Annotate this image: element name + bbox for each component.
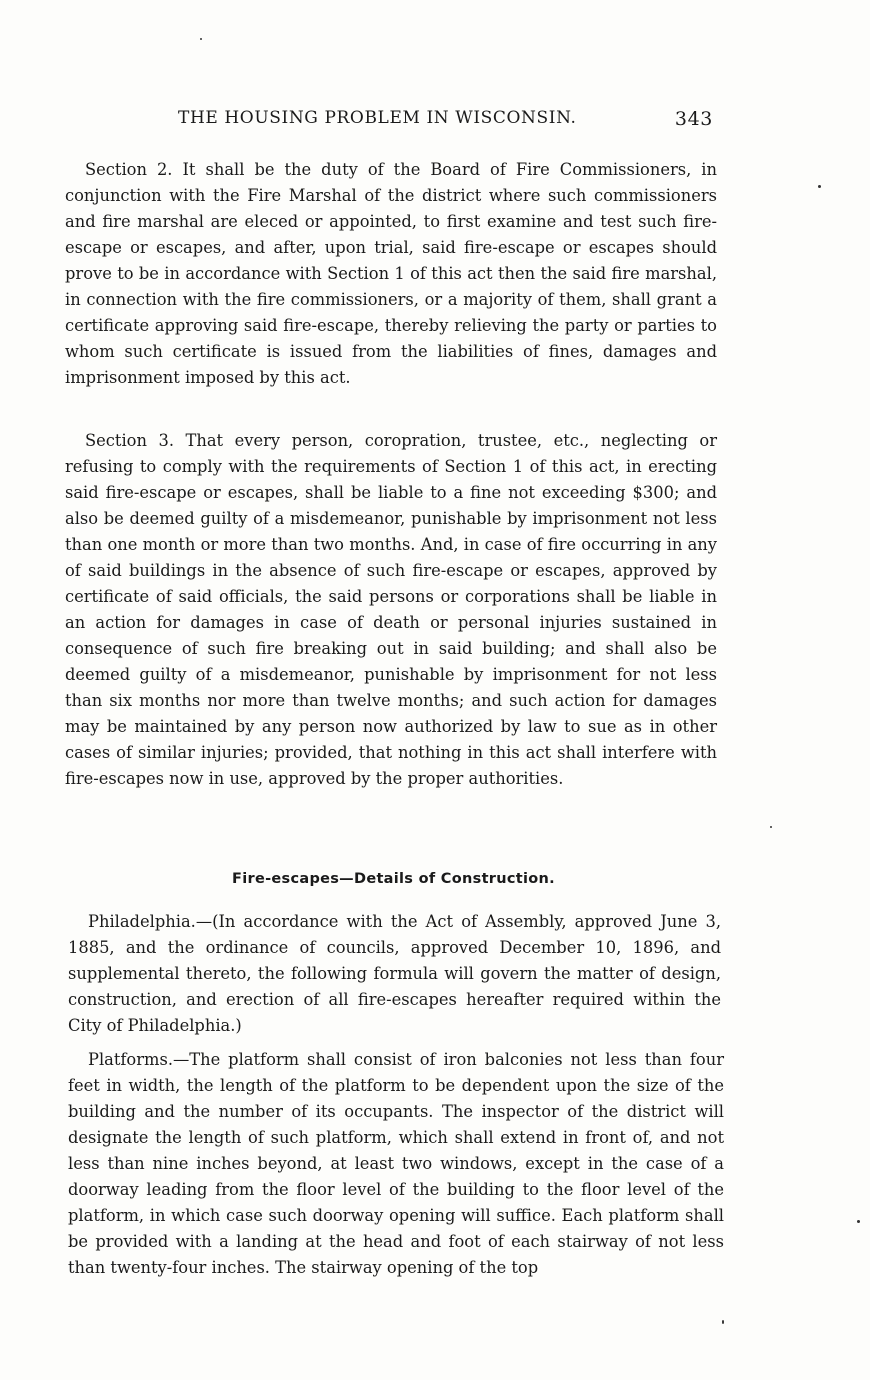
platforms-text: Platforms.—The platform shall consist of iron balconies not less than four feet in width, the length of the platform to be dependent upon the size of the building and the number of its occupants. The inspector of the district will designate the length of such platform, which shall extend in front of, and not less than nine inches beyond, at least two windows, except in the case of a doorway leading from the floor level of the building to the floor level of the platform, in which case such doorway opening will suffice. Each platform shall be provided with a landing at the head and foot of each stairway of not less than twenty-four inches. The stairway opening of the top	[68, 1050, 724, 1277]
section-2-text: Section 2. It shall be the duty of the Board of Fire Commissioners, in conjunction with the Fire Marshal of the district where such commissioners and fire marshal are eleced or appointed, to first examine and test such fire-escape or escapes, and after, upon trial, said fire-escape or escapes should prove to be in accordance with Section 1 of this act then the said fire marshal, in connection with the fire commissioners, or a majority of them, shall grant a certificate approving said fire-escape, thereby relieving the party or parties to whom such certificate is issued from the liabilities of fines, damages and imprisonment imposed by this act.	[65, 160, 717, 387]
philadelphia-paragraph	[68, 909, 721, 1039]
paper-speck	[818, 185, 821, 188]
paper-speck	[722, 1320, 724, 1324]
running-head	[178, 108, 715, 134]
paper-speck	[200, 38, 202, 40]
page-number: 343	[674, 108, 713, 130]
paper-speck	[857, 1220, 860, 1223]
philadelphia-text: Philadelphia.—(In accordance with the Act of Assembly, approved June 3, 1885, and the ordinance of councils, approved December 10, 1896, and supplemental thereto, the following formula will govern the matter of design, construction, and erection of all fire-escapes hereafter required within the City of Philadelphia.)	[68, 912, 721, 1035]
platforms-paragraph	[68, 1047, 724, 1281]
running-title: THE HOUSING PROBLEM IN WISCONSIN.	[178, 108, 577, 128]
section-3-paragraph	[65, 428, 717, 792]
paper-speck	[770, 826, 772, 828]
section-2-paragraph	[65, 157, 717, 391]
section-3-text: Section 3. That every person, coropration, trustee, etc., neglecting or refusing to comply with the requirements of Section 1 of this act, in erecting said fire-escape or escapes, shall be liable to a fine not exceeding $300; and also be deemed guilty of a misdemeanor, punishable by imprisonment not less than one month or more than two months. And, in case of fire occurring in any of said buildings in the absence of such fire-escape or escapes, approved by certificate of said officials, the said persons or corporations shall be liable in an action for damages in case of death or personal injuries sustained in consequence of such fire breaking out in said building; and shall also be deemed guilty of a misdemeanor, punishable by imprisonment for not less than six months nor more than twelve months; and such action for damages may be maintained by any person now authorized by law to sue as in other cases of similar injuries; provided, that nothing in this act shall interfere with fire-escapes now in use, approved by the proper authorities.	[65, 431, 717, 788]
section-heading: Fire-escapes—Details of Construction.	[232, 871, 555, 887]
